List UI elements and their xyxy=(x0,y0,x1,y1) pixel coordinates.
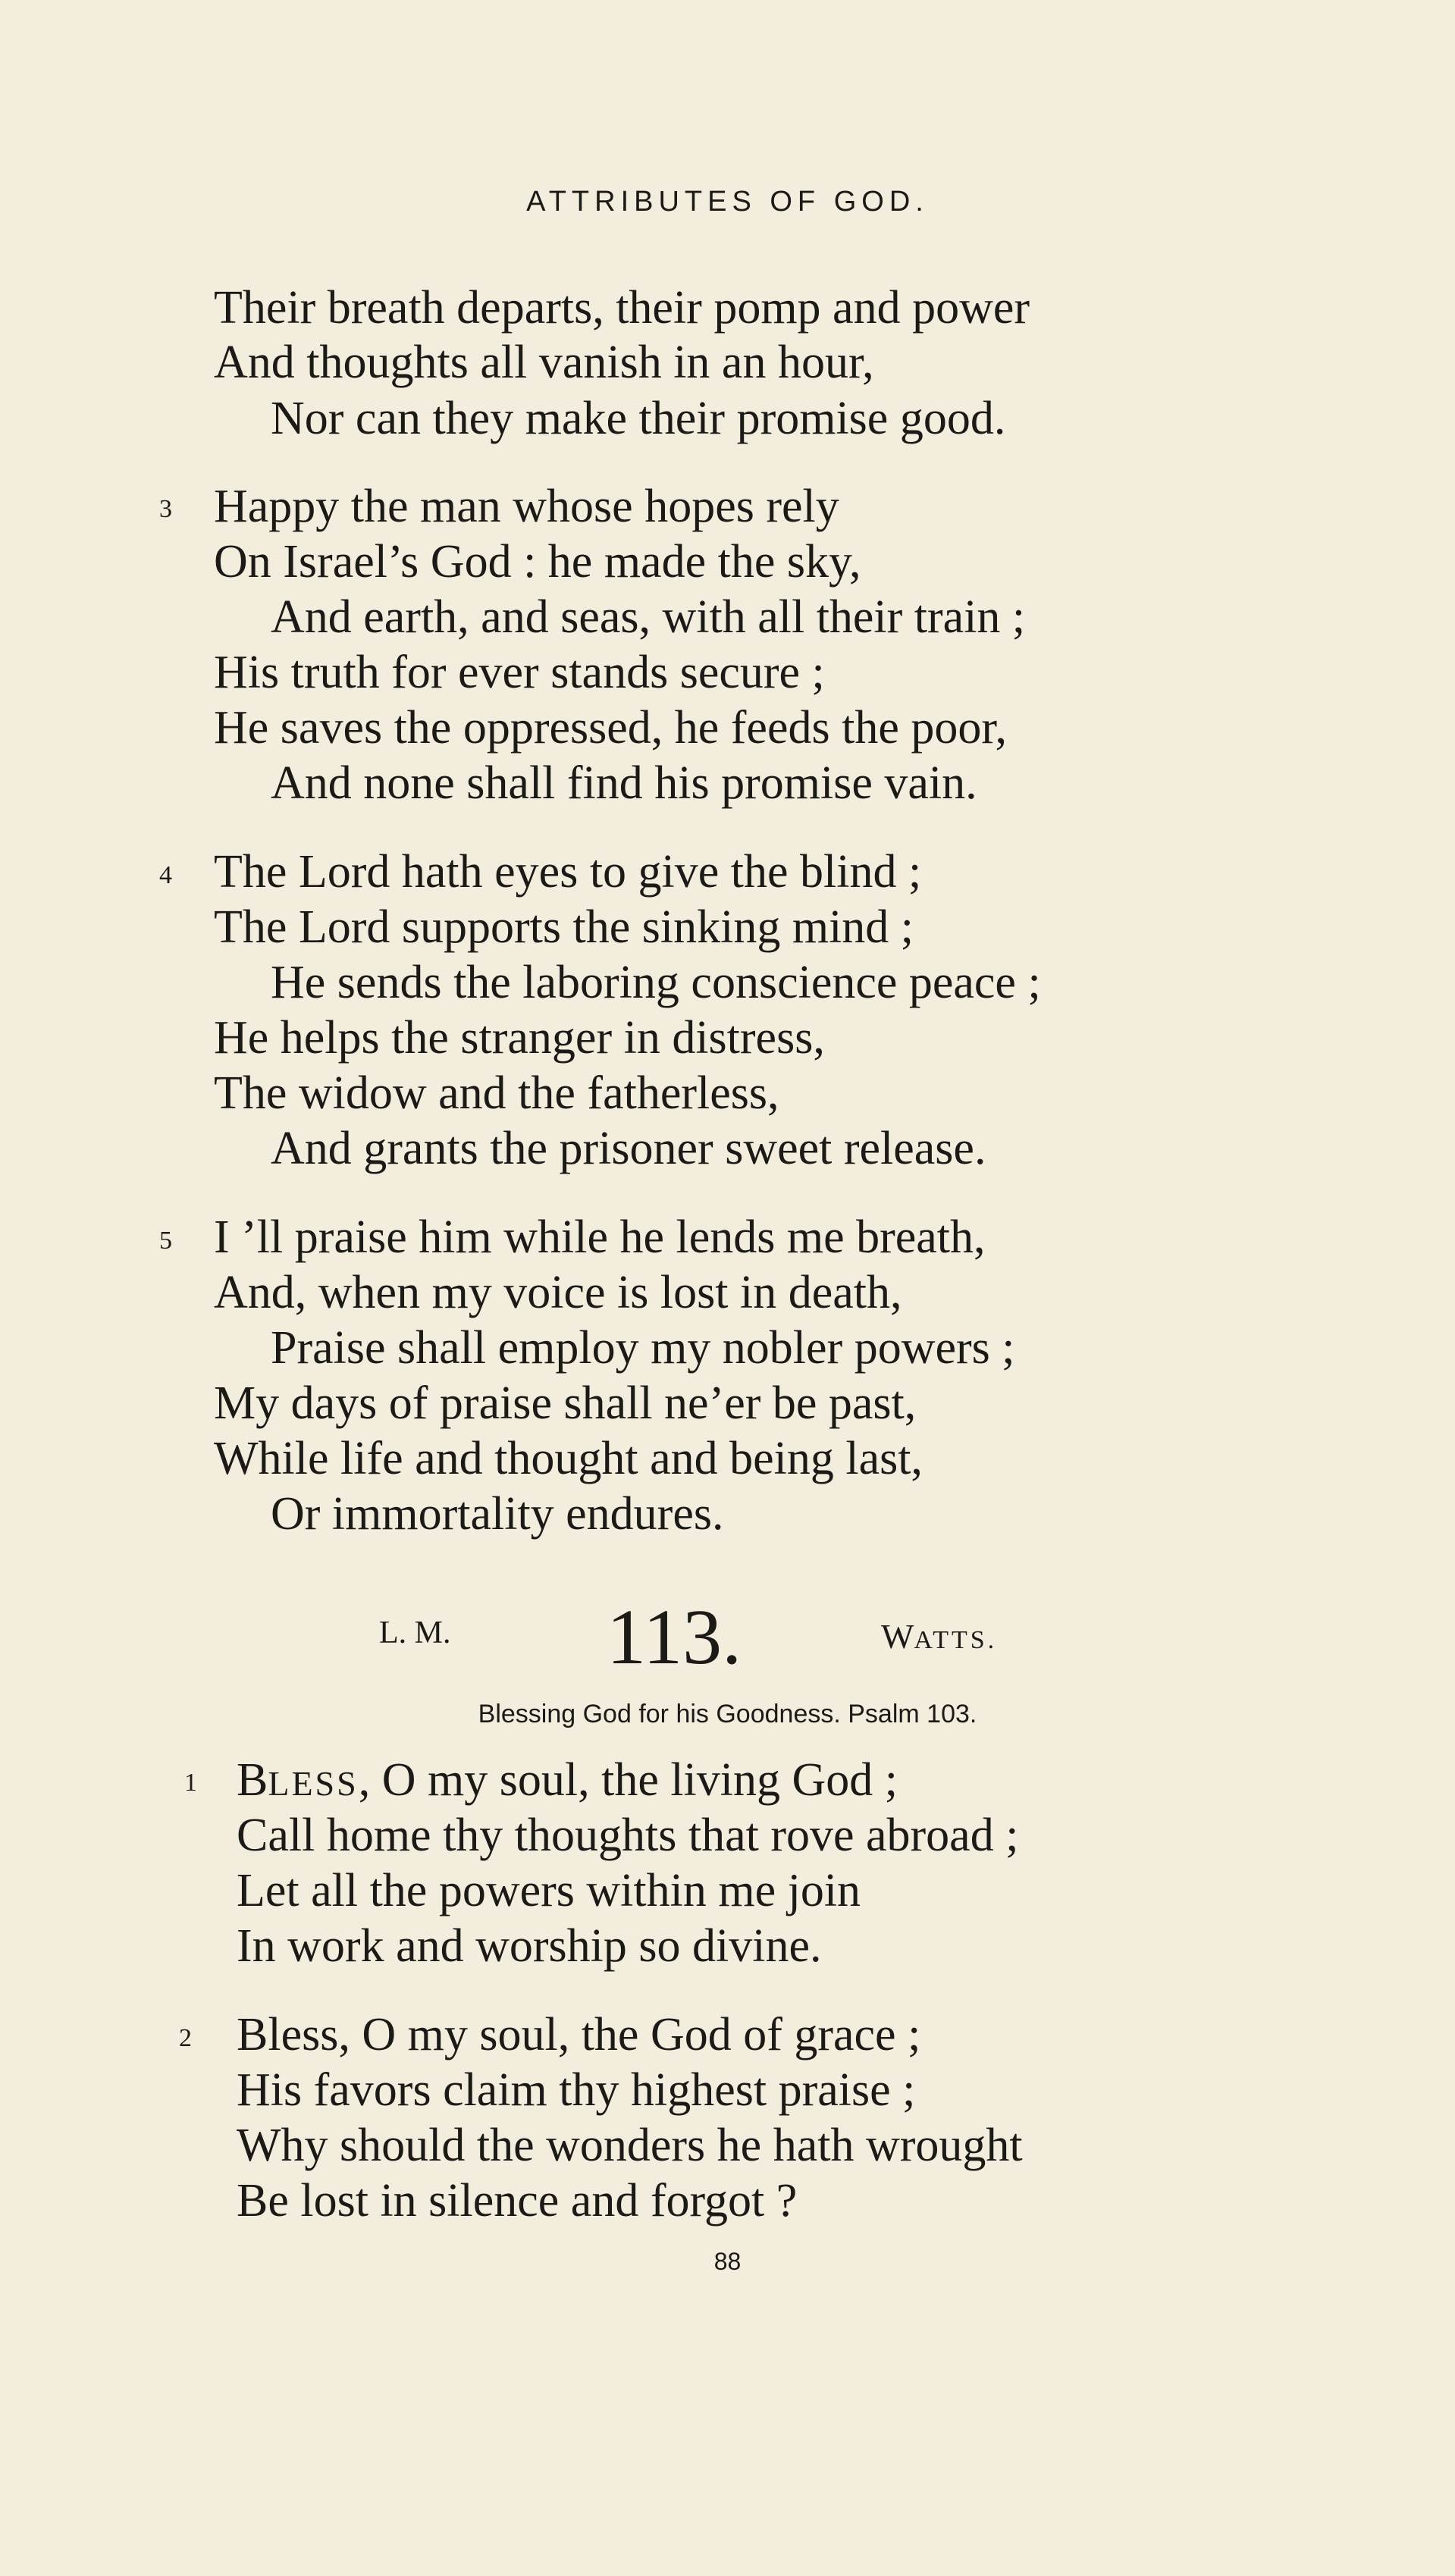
author-rest: ATTS. xyxy=(914,1626,998,1654)
verse-number: 1 xyxy=(184,1769,197,1797)
verse-line: Nor can they make their promise good. xyxy=(271,393,1006,444)
verse-line: Or immortality endures. xyxy=(271,1488,724,1540)
verse-line: Let all the powers within me join xyxy=(237,1865,861,1916)
line-rest: , O my soul, the living God ; xyxy=(358,1754,898,1806)
verse-line: He saves the oppressed, he feeds the poor, xyxy=(214,702,1008,754)
hymn-author xyxy=(881,1616,997,1656)
verse-line: And none shall find his promise vain. xyxy=(271,757,977,809)
verse-line: My days of praise shall ne’er be past, xyxy=(214,1377,917,1429)
verse-line: The Lord supports the sinking mind ; xyxy=(214,901,914,953)
verse-line xyxy=(237,1754,898,1806)
verse-line: And grants the prisoner sweet release. xyxy=(271,1123,986,1174)
verse-line: On Israel’s God : he made the sky, xyxy=(214,536,861,588)
verse-line: Praise shall employ my nobler powers ; xyxy=(271,1322,1015,1374)
verse-line: Their breath departs, their pomp and power xyxy=(214,282,1030,334)
verse-number: 5 xyxy=(159,1227,172,1255)
verse-line: And thoughts all vanish in an hour, xyxy=(214,337,874,388)
verse-line: I ’ll praise him while he lends me breath, xyxy=(214,1211,986,1263)
verse-line: The widow and the fatherless, xyxy=(214,1067,779,1119)
verse-line: While life and thought and being last, xyxy=(214,1433,923,1484)
verse-line: Be lost in silence and forgot ? xyxy=(237,2175,798,2227)
verse-line: Happy the man whose hopes rely xyxy=(214,481,839,532)
verse-number: 2 xyxy=(179,2024,192,2052)
verse-line: He sends the laboring conscience peace ; xyxy=(271,957,1041,1008)
author-initial: W xyxy=(881,1617,914,1656)
hymn-subtitle: Blessing God for his Goodness. Psalm 103. xyxy=(478,1700,977,1728)
verse-line: The Lord hath eyes to give the blind ; xyxy=(214,846,922,898)
hymn-number: 113. xyxy=(607,1594,742,1681)
verse-line: Bless, O my soul, the God of grace ; xyxy=(237,2009,921,2060)
verse-line: Why should the wonders he hath wrought xyxy=(237,2120,1023,2171)
verse-line: His truth for ever stands secure ; xyxy=(214,647,825,698)
small-caps: LESS xyxy=(268,1764,359,1803)
hymn-meter: L. M. xyxy=(379,1615,451,1650)
verse-line: He helps the stranger in distress, xyxy=(214,1012,825,1064)
verse-number: 4 xyxy=(159,861,172,889)
verse-line: In work and worship so divine. xyxy=(237,1920,822,1972)
verse-line: His favors claim thy highest praise ; xyxy=(237,2064,916,2116)
running-head: ATTRIBUTES OF GOD. xyxy=(526,186,929,218)
verse-line: Call home thy thoughts that rove abroad ; xyxy=(237,1810,1019,1861)
verse-line: And, when my voice is lost in death, xyxy=(214,1267,902,1318)
page-number: 88 xyxy=(713,2248,742,2275)
verse-line: And earth, and seas, with all their train ; xyxy=(271,591,1026,643)
initial-capital: B xyxy=(237,1754,268,1806)
verse-number: 3 xyxy=(159,495,172,523)
